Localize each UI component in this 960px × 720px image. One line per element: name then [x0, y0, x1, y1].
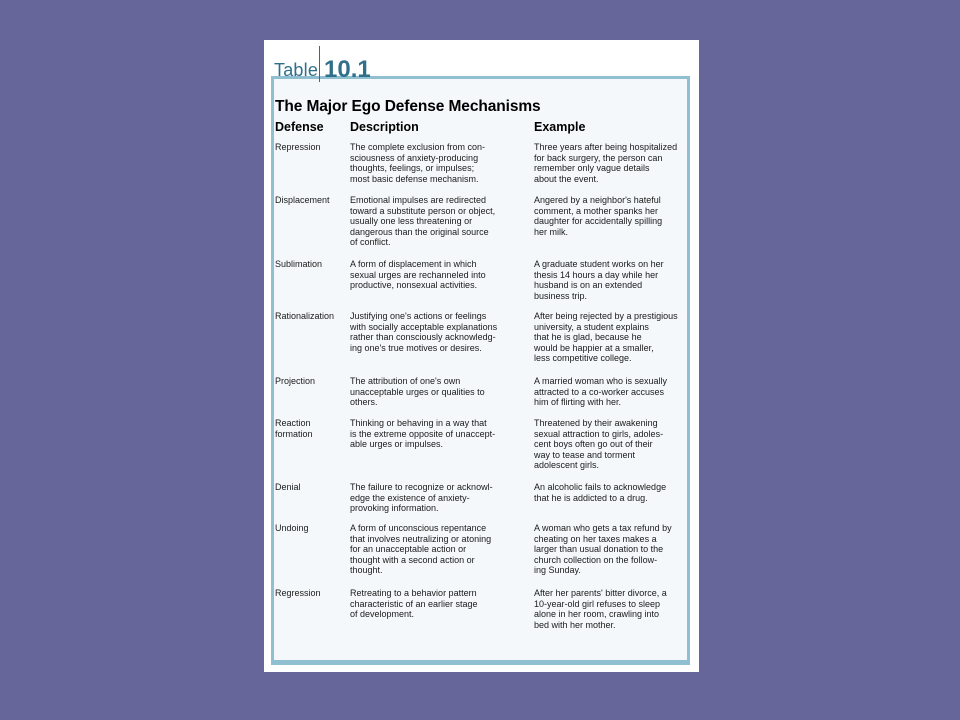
- table-bottom-band: [271, 660, 690, 665]
- table-number: 10.1: [324, 56, 371, 83]
- cell-description: The complete exclusion from con- sciousness of anxiety-producing thoughts, feelings, or impulses; most basic defense mechanism.: [350, 142, 486, 184]
- cell-example: Three years after being hospitalized for back surgery, the person can remember only vague details about the event.: [534, 142, 678, 184]
- cell-defense: Displacement: [275, 195, 330, 205]
- cell-defense: Undoing: [275, 523, 309, 533]
- cell-description: Justifying one's actions or feelings with socially acceptable explanations rather than consciously acknowledg- ing one's true motives or desires.: [350, 311, 498, 353]
- cell-description: Thinking or behaving in a way that is the extreme opposite of unaccept- able urges or impulses.: [350, 418, 496, 450]
- cell-example: A graduate student works on her thesis 14 hours a day while her husband is on an extended business trip.: [534, 259, 664, 301]
- cell-example: After being rejected by a prestigious university, a student explains that he is glad, because he would be happier at a smaller, less competitive college.: [534, 311, 678, 364]
- cell-example: A married woman who is sexually attracted to a co-worker accuses him of flirting with her.: [534, 376, 668, 408]
- cell-example: A woman who gets a tax refund by cheating on her taxes makes a larger than usual donation to the church collection on the follow- ing Sunday.: [534, 523, 672, 576]
- header-description: Description: [350, 120, 419, 134]
- cell-description: Retreating to a behavior pattern characteristic of an earlier stage of development.: [350, 588, 478, 620]
- cell-defense: Repression: [275, 142, 321, 152]
- cell-description: A form of unconscious repentance that involves neutralizing or atoning for an unacceptable action or thought with a second action or thought.: [350, 523, 492, 576]
- table-page: [264, 40, 699, 672]
- cell-example: Threatened by their awakening sexual attraction to girls, adoles- cent boys often go out of their way to tease and torment adolescent girls.: [534, 418, 664, 471]
- cell-defense: Reaction formation: [275, 418, 313, 439]
- header-defense: Defense: [275, 120, 324, 134]
- cell-example: An alcoholic fails to acknowledge that he is addicted to a drug.: [534, 482, 667, 503]
- cell-description: Emotional impulses are redirected toward a substitute person or object, usually one less threatening or dangerous than the original source of conflict.: [350, 195, 496, 248]
- cell-description: The attribution of one's own unacceptable urges or qualities to others.: [350, 376, 485, 408]
- cell-defense: Projection: [275, 376, 316, 386]
- table-label: Table: [274, 60, 319, 80]
- cell-defense: Sublimation: [275, 259, 323, 269]
- table-title: The Major Ego Defense Mechanisms: [275, 98, 541, 115]
- cell-defense: Denial: [275, 482, 301, 492]
- cell-description: The failure to recognize or acknowl- edge the existence of anxiety- provoking information.: [350, 482, 493, 514]
- cell-example: Angered by a neighbor's hateful comment, a mother spanks her daughter for accidentally spilling her milk.: [534, 195, 663, 237]
- label-divider: [319, 46, 320, 82]
- header-example: Example: [534, 120, 586, 134]
- cell-description: A form of displacement in which sexual urges are rechanneled into productive, nonsexual activities.: [350, 259, 486, 291]
- cell-defense: Rationalization: [275, 311, 335, 321]
- cell-defense: Regression: [275, 588, 321, 598]
- cell-example: After her parents' bitter divorce, a 10-year-old girl refuses to sleep alone in her room, crawling into bed with her mother.: [534, 588, 667, 630]
